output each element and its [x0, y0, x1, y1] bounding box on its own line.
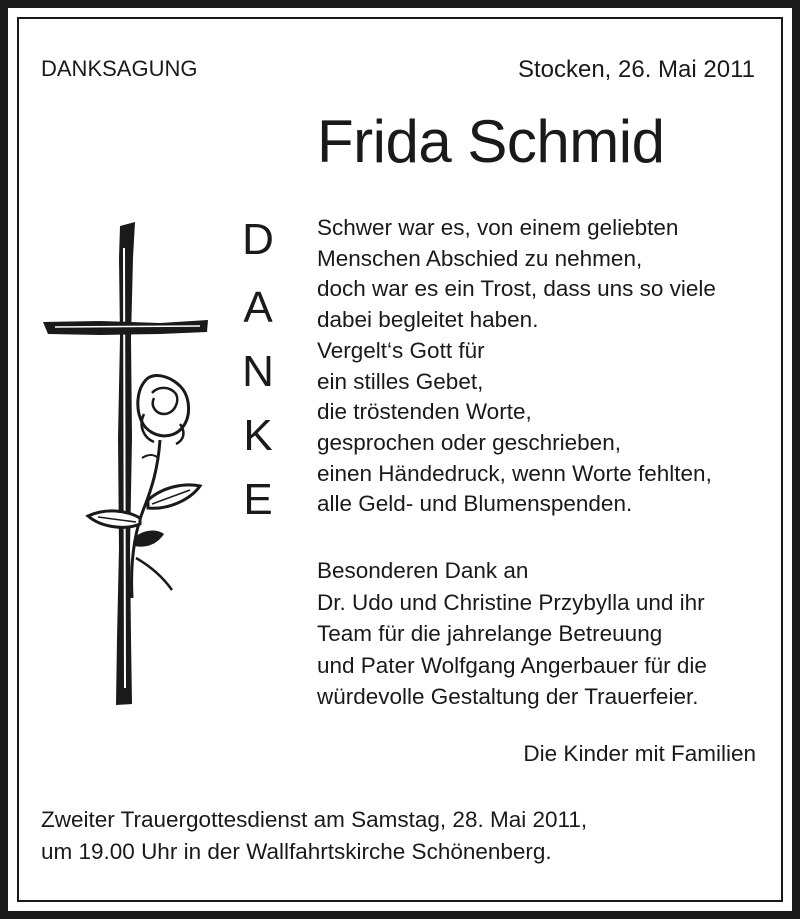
deceased-name: Frida Schmid — [317, 108, 665, 175]
service-announcement — [41, 804, 587, 868]
verse-line: einen Händedruck, wenn Worte fehlten, — [317, 460, 712, 486]
verse-line: alle Geld- und Blumenspenden. — [317, 491, 633, 517]
verse-line: Menschen Abschied zu nehmen, — [317, 245, 643, 271]
danke-letter: E — [243, 475, 273, 524]
danke-letter: N — [242, 347, 274, 396]
signature: Die Kinder mit Familien — [523, 741, 756, 766]
verse-line: die tröstenden Worte, — [317, 399, 532, 425]
danke-letter: K — [243, 411, 273, 460]
danke-letter: D — [242, 215, 274, 264]
verse-line: gesprochen oder geschrieben, — [317, 429, 621, 455]
cross-with-rose-icon — [40, 218, 215, 708]
place-date: Stocken, 26. Mai 2011 — [517, 56, 755, 83]
thanks-line: und Pater Wolfgang Angerbauer für die — [317, 652, 707, 678]
special-thanks — [317, 555, 707, 713]
verse-line: doch war es ein Trost, dass uns so viele — [317, 276, 716, 302]
verse-line: Vergelt‘s Gott für — [317, 337, 485, 363]
notice-type-label: DANKSAGUNG — [41, 56, 198, 81]
footer-line: Zweiter Trauergottesdienst am Samstag, 28. Mai 2011, — [41, 807, 588, 832]
verse-line: dabei begleitet haben. — [317, 307, 539, 333]
verse-line: Schwer war es, von einem geliebten — [317, 215, 679, 240]
thanks-line: Besonderen Dank an — [317, 558, 529, 583]
danke-letter: A — [243, 283, 273, 332]
thanks-line: Dr. Udo und Christine Przybylla und ihr — [317, 589, 705, 615]
footer-line: um 19.00 Uhr in der Wallfahrtskirche Schönenberg. — [41, 839, 552, 864]
thanks-line: Team für die jahrelange Betreuung — [317, 621, 663, 646]
memorial-verse — [317, 213, 716, 520]
thanks-line: würdevolle Gestaltung der Trauerfeier. — [317, 684, 699, 709]
verse-line: ein stilles Gebet, — [317, 368, 484, 394]
